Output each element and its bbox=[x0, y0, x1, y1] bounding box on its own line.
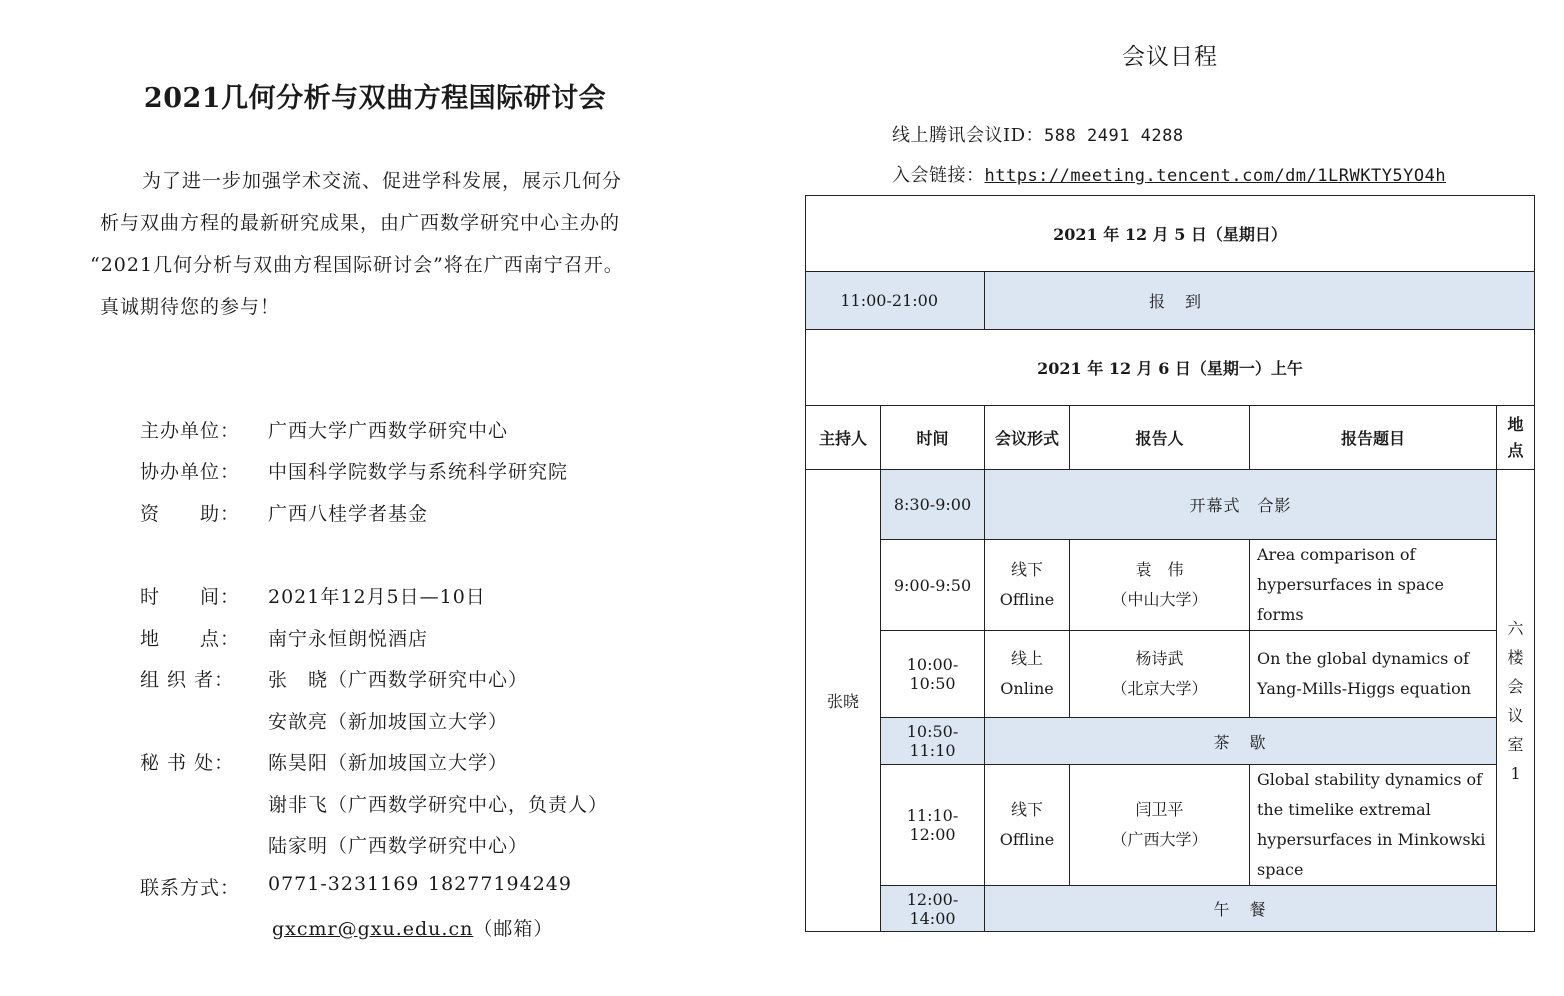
talk-time: 9:00-9:50 bbox=[881, 540, 985, 631]
page-title: 2021几何分析与双曲方程国际研讨会 bbox=[143, 83, 607, 114]
speaker-name: 袁 伟 bbox=[1135, 560, 1184, 579]
talk-topic: Area comparison of hypersurfaces in space forms bbox=[1250, 540, 1497, 631]
talk-row bbox=[806, 540, 1535, 631]
table-header-row bbox=[806, 406, 1535, 470]
email-link[interactable]: gxcmr@gxu.edu.cn bbox=[272, 918, 474, 940]
meeting-link-line bbox=[892, 161, 1446, 187]
organizer-value: 广西大学广西数学研究中心 bbox=[268, 420, 509, 442]
talk-time: 11:10-12:00 bbox=[881, 765, 985, 886]
email-note: （邮箱） bbox=[473, 918, 554, 940]
organizer-person: 张 晓（广西数学研究中心） bbox=[268, 669, 529, 691]
intro-line: “2021几何分析与双曲方程国际研讨会”将在广西南宁召开。 bbox=[90, 254, 624, 276]
talk-topic: Global stability dynamics of the timelike extremal hypersurfaces in Minkowski space bbox=[1250, 765, 1497, 886]
time-value: 2021年12月5日—10日 bbox=[268, 586, 486, 608]
format-cn: 线下 bbox=[1010, 800, 1043, 819]
format-en: Offline bbox=[999, 590, 1055, 609]
meeting-link[interactable]: https://meeting.tencent.com/dm/1LRWKTY5YO4h bbox=[984, 166, 1447, 186]
secretary-person: 陈昊阳（新加坡国立大学） bbox=[268, 752, 509, 774]
meeting-link-label: 入会链接： bbox=[892, 165, 985, 186]
table-row bbox=[806, 886, 1535, 932]
intro-line: 析与双曲方程的最新研究成果，由广西数学研究中心主办的 bbox=[100, 212, 621, 234]
secretary-person: 陆家明（广西数学研究中心） bbox=[268, 835, 529, 857]
funding-value: 广西八桂学者基金 bbox=[268, 503, 429, 525]
speaker-name: 杨诗武 bbox=[1135, 649, 1184, 668]
coorganizer-value: 中国科学院数学与系统科学研究院 bbox=[268, 461, 569, 483]
right-page bbox=[790, 0, 1564, 996]
table-row bbox=[806, 330, 1535, 406]
format-en: Online bbox=[1000, 679, 1054, 698]
format-cn: 线上 bbox=[1010, 649, 1043, 668]
talk-row bbox=[806, 765, 1535, 886]
header-host: 主持人 bbox=[806, 406, 881, 470]
header-location-text: 地点 bbox=[1507, 414, 1524, 460]
opening-event: 开幕式 合影 bbox=[985, 470, 1497, 540]
funding-label: 资 助： bbox=[140, 503, 241, 525]
talk-speaker bbox=[1070, 631, 1250, 718]
schedule-table bbox=[805, 195, 1535, 932]
secretary-person: 谢非飞（广西数学研究中心，负责人） bbox=[268, 794, 609, 816]
talk-speaker bbox=[1070, 540, 1250, 631]
place-value: 南宁永恒朗悦酒店 bbox=[268, 628, 429, 650]
format-en: Offline bbox=[999, 830, 1055, 849]
organizer-person: 安歆亮（新加坡国立大学） bbox=[268, 711, 509, 733]
speaker-name: 闫卫平 bbox=[1135, 800, 1184, 819]
table-row bbox=[806, 196, 1535, 272]
schedule-title: 会议日程 bbox=[1122, 44, 1218, 70]
organizer-label: 主办单位： bbox=[140, 420, 241, 442]
table-row bbox=[806, 470, 1535, 540]
meeting-id-label: 线上腾讯会议ID： bbox=[892, 125, 1045, 146]
table-row bbox=[806, 272, 1535, 330]
talk-speaker bbox=[1070, 765, 1250, 886]
table-row bbox=[806, 718, 1535, 765]
opening-time: 8:30-9:00 bbox=[881, 470, 985, 540]
header-time: 时间 bbox=[881, 406, 985, 470]
place-label: 地 点： bbox=[140, 628, 241, 650]
speaker-affiliation: （北京大学） bbox=[1111, 679, 1208, 698]
organizers-label: 组 织 者： bbox=[140, 669, 235, 691]
intro-paragraph bbox=[90, 160, 680, 328]
coorganizer-label: 协办单位： bbox=[140, 461, 241, 483]
meeting-id-line bbox=[892, 121, 1184, 147]
format-cn: 线下 bbox=[1010, 560, 1043, 579]
phone-2: 18277194249 bbox=[428, 873, 572, 895]
intro-line: 为了进一步加强学术交流、促进学科发展，展示几何分 bbox=[142, 170, 623, 192]
lunch-event: 午 餐 bbox=[985, 886, 1497, 932]
day1-event: 报 到 bbox=[985, 272, 1535, 330]
header-speaker: 报告人 bbox=[1070, 406, 1250, 470]
speaker-affiliation: （中山大学） bbox=[1111, 590, 1208, 609]
talk-format bbox=[985, 540, 1070, 631]
day1-heading: 2021 年 12 月 5 日（星期日） bbox=[806, 196, 1535, 272]
intro-line: 真诚期待您的参与！ bbox=[100, 296, 281, 318]
day1-time: 11:00-21:00 bbox=[806, 272, 985, 330]
lunch-time: 12:00-14:00 bbox=[881, 886, 985, 932]
break-event: 茶 歇 bbox=[985, 718, 1497, 765]
talk-format bbox=[985, 765, 1070, 886]
talk-format bbox=[985, 631, 1070, 718]
location-cell bbox=[1497, 470, 1535, 932]
speaker-affiliation: （广西大学） bbox=[1111, 830, 1208, 849]
time-label: 时 间： bbox=[140, 586, 241, 608]
location-text: 六楼会议室1 bbox=[1507, 618, 1524, 783]
header-format: 会议形式 bbox=[985, 406, 1070, 470]
phone-1: 0771-3231169 bbox=[268, 873, 420, 895]
talk-topic: On the global dynamics of Yang-Mills-Higgs equation bbox=[1250, 631, 1497, 718]
header-topic: 报告题目 bbox=[1250, 406, 1497, 470]
talk-time: 10:00-10:50 bbox=[881, 631, 985, 718]
day2-heading: 2021 年 12 月 6 日（星期一）上午 bbox=[806, 330, 1535, 406]
header-location bbox=[1497, 406, 1535, 470]
break-time: 10:50-11:10 bbox=[881, 718, 985, 765]
host-cell: 张晓 bbox=[806, 470, 881, 932]
talk-row bbox=[806, 631, 1535, 718]
meeting-id: 588 2491 4288 bbox=[1044, 126, 1184, 146]
contact-label: 联系方式： bbox=[140, 877, 241, 899]
email-wrap bbox=[272, 914, 553, 941]
secretary-label: 秘 书 处： bbox=[140, 752, 235, 774]
